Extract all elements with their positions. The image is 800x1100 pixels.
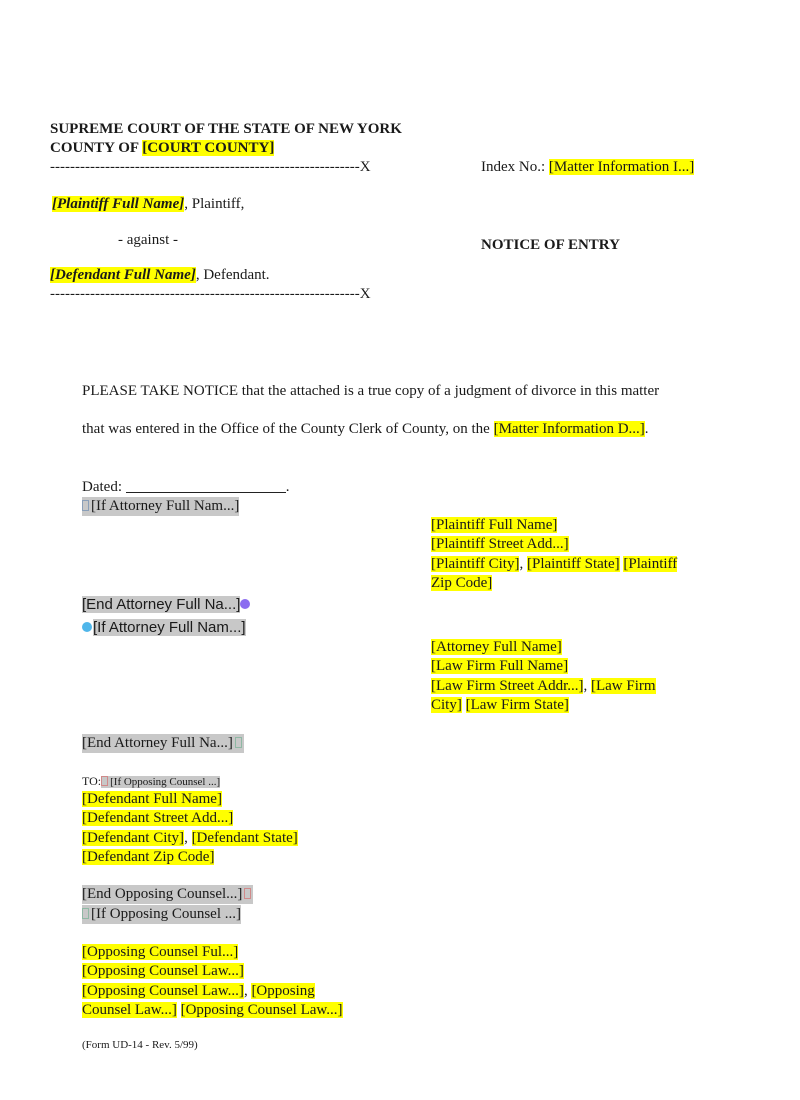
comma-separator: , [583,677,591,694]
dated-tail: . [285,479,290,495]
end-attorney-label: [End Attorney Full Na...] [82,596,241,613]
defendant-name-field[interactable]: [Defendant Full Name] [50,267,196,283]
end-opposing-label: [End Opposing Counsel...] [82,886,243,902]
if-opposing-label-2: [If Opposing Counsel ...] [91,906,241,922]
defendant-address-street[interactable]: [Defendant Street Add...] [82,810,234,827]
end-opposing-block[interactable] [82,885,253,904]
field-marker-icon [82,500,89,511]
law-firm-city-field-a[interactable]: [Law Firm [590,677,656,694]
plaintiff-address-street[interactable]: [Plaintiff Street Add...] [431,536,569,553]
opposing-counsel-law-field-4[interactable]: [Opposing Counsel Law...] [180,1001,343,1018]
dated-blank[interactable] [126,480,286,493]
law-firm-name-field[interactable]: [Law Firm Full Name] [431,658,569,675]
plaintiff-line [52,195,244,214]
law-firm-state-field[interactable]: [Law Firm State] [465,696,569,713]
caption-rule-top: --------------------------------------------------------------X [50,159,371,175]
court-county-field[interactable]: [COURT COUNTY] [142,140,275,156]
notice-paragraph-line1: PLEASE TAKE NOTICE that the attached is a true copy of a judgment of divorce in this matter [82,383,660,399]
plaintiff-address-zip-b[interactable]: Zip Code] [431,574,493,591]
plaintiff-suffix: , Plaintiff, [184,196,245,212]
to-line [82,772,220,790]
plaintiff-address-block [431,516,677,593]
plaintiff-address-state[interactable]: [Plaintiff State] [526,555,620,572]
defendant-address-zip[interactable]: [Defendant Zip Code] [82,848,215,865]
law-firm-city-field-b[interactable]: City] [431,696,462,713]
if-attorney-label: [If Attorney Full Nam...] [91,498,240,514]
index-number-line [481,158,694,177]
attorney-address-block [431,638,656,715]
law-firm-street-field[interactable]: [Law Firm Street Addr...] [431,677,584,694]
plaintiff-address-city[interactable]: [Plaintiff City] [431,555,520,572]
if-attorney-block-start[interactable] [82,497,239,516]
caption-rule-bottom: --------------------------------------------------------------X [50,286,371,302]
plaintiff-name-field[interactable]: [Plaintiff Full Name] [52,196,185,212]
field-marker-icon [82,908,89,919]
end-attorney-block-2[interactable] [82,734,244,753]
end-attorney-label-2: [End Attorney Full Na...] [82,735,233,751]
opposing-counsel-law-field-1[interactable]: [Opposing Counsel Law...] [82,963,244,980]
notice-paragraph-text: that was entered in the Office of the County Clerk of County, on the [82,421,494,437]
dated-line [82,478,289,497]
field-marker-icon [235,737,242,748]
form-identifier: (Form UD-14 - Rev. 5/99) [82,1039,198,1051]
purple-dot-icon [240,599,250,609]
field-marker-icon [244,888,251,899]
period: . [644,421,649,437]
if-opposing-label: [If Opposing Counsel ...] [110,776,221,788]
opposing-counsel-law-field-3b[interactable]: Counsel Law...] [82,1001,177,1018]
comma-separator: , [519,555,527,572]
defendant-address-name[interactable]: [Defendant Full Name] [82,791,222,807]
county-prefix: COUNTY OF [50,140,143,156]
field-marker-icon [101,776,108,786]
defendant-suffix: , Defendant. [195,267,270,283]
plaintiff-address-zip-a[interactable]: [Plaintiff [623,555,678,572]
county-line [50,139,274,158]
index-label: Index No.: [481,159,549,175]
notice-paragraph-line2 [82,420,649,439]
against-text: - against - [118,232,178,248]
dated-label: Dated: [82,479,122,495]
if-attorney-label-2: [If Attorney Full Nam...] [93,619,246,636]
comma-separator: , [184,829,192,846]
opposing-counsel-law-field-2[interactable]: [Opposing Counsel Law...] [82,982,244,999]
blue-dot-icon [82,622,92,632]
document-title: NOTICE OF ENTRY [481,237,620,253]
index-number-field[interactable]: [Matter Information I...] [548,159,695,175]
court-name: SUPREME COURT OF THE STATE OF NEW YORK [50,121,402,137]
opposing-counsel-law-field-3a[interactable]: [Opposing [251,982,315,999]
comma-separator: , [243,982,252,999]
attorney-name-field[interactable]: [Attorney Full Name] [431,639,562,655]
defendant-address-block [82,790,298,867]
if-attorney-block-2[interactable] [82,618,246,638]
if-opposing-block-2[interactable] [82,905,241,924]
entry-date-field[interactable]: [Matter Information D...] [493,421,645,437]
if-opposing-block-1[interactable] [101,776,220,788]
opposing-counsel-block [82,943,343,1020]
to-label: TO: [82,774,102,788]
defendant-address-state[interactable]: [Defendant State] [191,829,298,846]
defendant-address-city[interactable]: [Defendant City] [82,829,185,846]
plaintiff-address-name[interactable]: [Plaintiff Full Name] [431,517,558,533]
defendant-line [50,266,270,285]
end-attorney-block-1[interactable] [82,595,250,615]
opposing-counsel-name-field[interactable]: [Opposing Counsel Ful...] [82,944,239,960]
